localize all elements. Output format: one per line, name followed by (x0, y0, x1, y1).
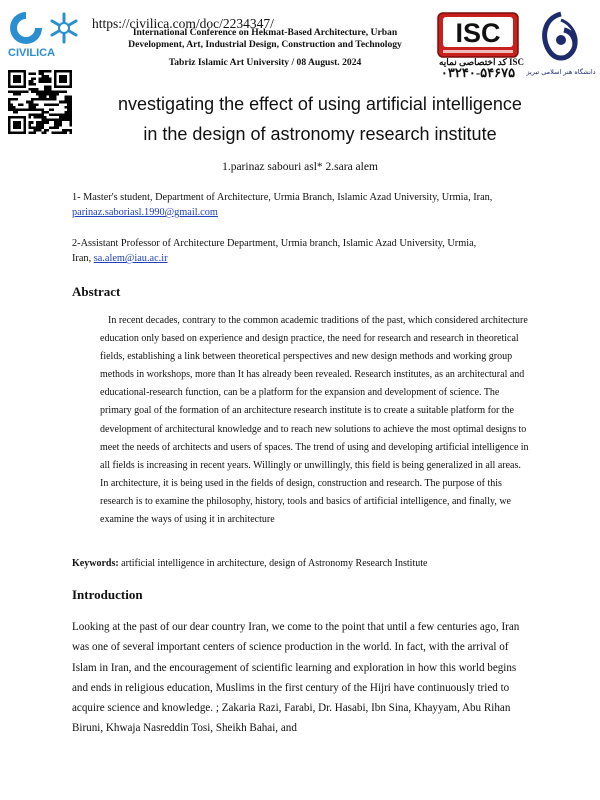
introduction-body: Looking at the past of our dear country Iran, we come to the point that until a few centuries ago, Iran was one of several important centers of science production in the world. In fact, with the arrival of Islam in Iran, and the encouragement of scientific learning and exploration in how this world begins and ends in religious education, Muslims in the first century of the Hijri have continuously tried to acquire science and knowledge. ; Zakaria Razi, Farabi, Dr. Hasabi, Ibn Sina, Khayyam, Abu Rihan Biruni, Khwaja Nasreddin Tosi, Sheikh Bahai, and (72, 621, 520, 735)
paper-title-line1: nvestigating the effect of using artificial intelligence (118, 94, 522, 114)
isc-logo-text: ISC (455, 18, 501, 48)
author2-email-link[interactable]: sa.alem@iau.ac.ir (93, 253, 168, 264)
keywords-text: artificial intelligence in architecture, design of Astronomy Research Institute (118, 558, 428, 569)
isc-logo (437, 12, 519, 58)
paper-title-line2: in the design of astronomy research institute (143, 124, 497, 144)
abstract-heading: Abstract (72, 284, 121, 299)
conference-name: International Conference on Hekmat-Based Architecture, Urban Development, Art, Industrial Design, Construction and Technology (128, 27, 402, 51)
abstract-body: In recent decades, contrary to the common academic traditions of the past, which considered architecture education only based on experience and design practice, the need for research and research in theoretical fields, establishing a link between theoretical perspectives and new design methods and working group methods in workshops, more than It has already been revealed. Research institutes, as an architectural and educational-research function, can be a platform for the expansion and development of science. The primary goal of the formation of an architecture research institute is to create a suitable platform for the development of architectural knowledge and to reach new solutions to achieve the most optimal designs to meet the needs of architects and users of spaces. The trend of using and developing artificial intelligence in all fields is increasing in recent years. Willingly or unwillingly, this field is being generalized in all areas. In architecture, it is being used in the fields of design, construction and research. The purpose of this research is to examine the philosophy, history, tools and basics of artificial intelligence, and finally, we examine the ways of using it in architecture (100, 315, 529, 526)
keywords-label: Keywords: (72, 558, 119, 569)
isc-caption: ISC کد اختصاصی نمایه (438, 57, 524, 67)
isc-number: ۰۳۲۴۰-۵۴۶۷۵ (440, 65, 516, 80)
university-logo (526, 10, 596, 88)
introduction-heading: Introduction (72, 587, 143, 602)
author-list: 1.parinaz sabouri asl* 2.sara alem (222, 161, 378, 173)
affiliation-1: 1- Master's student, Department of Architecture, Urmia Branch, Islamic Azad University, Urmia, Iran, parinaz.saboriasl.1990@gmail.com (72, 192, 493, 218)
author1-email-link[interactable]: parinaz.saboriasl.1990@gmail.com (72, 207, 218, 218)
conference-venue-date: Tabriz Islamic Art University / 08 August. 2024 (168, 57, 362, 68)
source-url-link[interactable]: https://civilica.com/doc/2234347/ (92, 16, 274, 31)
university-logo-caption: دانشگاه هنر اسلامی تبریز (526, 68, 596, 76)
civilica-logo (4, 8, 88, 58)
affiliation-2: 2-Assistant Professor of Architecture Department, Urmia branch, Islamic Azad University, Urmia, Iran, sa.alem@iau.ac.ir (72, 238, 477, 264)
keywords (72, 558, 542, 569)
civilica-logo-text: CIVILICA (8, 47, 56, 59)
